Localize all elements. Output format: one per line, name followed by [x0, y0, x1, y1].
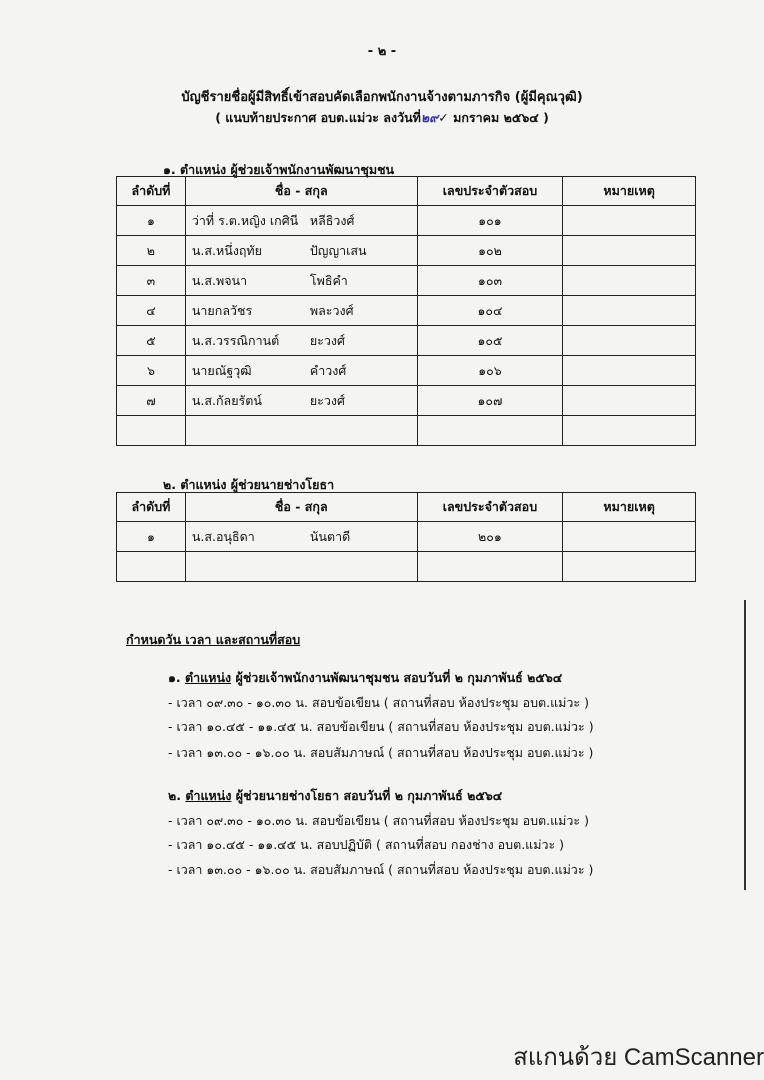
col-header-exam-id: เลขประจำตัวสอบ [417, 493, 563, 522]
row-name [185, 522, 417, 552]
row-number: ๒ [117, 236, 186, 266]
position1-heading: ๑. ตำแหน่ง ผู้ช่วยเจ้าพนักงานพัฒนาชุมชน [163, 162, 395, 177]
row-name [185, 206, 417, 236]
col-header-name: ชื่อ - สกุล [185, 177, 417, 206]
first-name: นายณัฐวุฒิ [191, 362, 252, 378]
schedule-item: - เวลา ๑๐.๔๕ - ๑๑.๔๕ น. สอบข้อเขียน ( สถานที่สอบ ห้องประชุม อบต.แม่วะ ) [168, 719, 594, 734]
col-header-no: ลำดับที่ [117, 177, 186, 206]
first-name: น.ส.อนุธิดา [191, 528, 255, 544]
first-name: นายกลวัชร [191, 302, 253, 318]
row-exam-id: ๑๐๖ [417, 356, 563, 386]
first-name: น.ส.พจนา [191, 272, 248, 288]
row-exam-id: ๑๐๓ [417, 266, 563, 296]
scan-edge-line [744, 600, 746, 890]
schedule-item: - เวลา ๐๙.๓๐ - ๑๐.๓๐ น. สอบข้อเขียน ( สถานที่สอบ ห้องประชุม อบต.แม่วะ ) [168, 695, 589, 710]
row-exam-id: ๑๐๑ [417, 206, 563, 236]
schedule-group-1-title [168, 668, 562, 688]
position1-table [116, 176, 696, 446]
row-note [563, 266, 696, 296]
document-title: บัญชีรายชื่อผู้มีสิทธิ์เข้าสอบคัดเลือกพนักงานจ้างตามภารกิจ (ผู้มีคุณวุฒิ) [181, 90, 583, 105]
first-name: น.ส.หนึ่งฤทัย [191, 242, 263, 258]
row-number: ๑ [117, 522, 186, 552]
table-row [117, 386, 696, 416]
row-note [563, 522, 696, 552]
row-note [563, 296, 696, 326]
last-name: คำวงศ์ [309, 362, 347, 378]
table-row [117, 206, 696, 236]
group-title: ผู้ช่วยเจ้าพนักงานพัฒนาชุมชน สอบวันที่ ๒ กุมภาพันธ์ ๒๕๖๔ [231, 670, 563, 685]
col-header-name: ชื่อ - สกุล [185, 493, 417, 522]
group-number: ๒. [168, 788, 181, 803]
row-number: ๓ [117, 266, 186, 296]
group-label: ตำแหน่ง [185, 670, 232, 685]
schedule-item: - เวลา ๑๓.๐๐ - ๑๖.๐๐ น. สอบสัมภาษณ์ ( สถานที่สอบ ห้องประชุม อบต.แม่วะ ) [168, 862, 594, 877]
schedule-heading: กำหนดวัน เวลา และสถานที่สอบ [126, 632, 301, 647]
row-name [185, 296, 417, 326]
table-row [117, 326, 696, 356]
handwritten-day: ๒๙ [420, 110, 439, 125]
page-number: - ๒ - [367, 44, 397, 59]
row-exam-id: ๑๐๕ [417, 326, 563, 356]
first-name: น.ส.วรรณิกานต์ [191, 332, 280, 348]
table-row [117, 296, 696, 326]
subtitle-after: มกราคม ๒๕๖๔ ) [453, 110, 549, 125]
group-title: ผู้ช่วยนายช่างโยธา สอบวันที่ ๒ กุมภาพันธ์ ๒๕๖๔ [231, 788, 503, 803]
group-number: ๑. [168, 670, 181, 685]
schedule-item: - เวลา ๐๙.๓๐ - ๑๐.๓๐ น. สอบข้อเขียน ( สถานที่สอบ ห้องประชุม อบต.แม่วะ ) [168, 813, 589, 828]
last-name: นันตาดี [309, 528, 351, 544]
scanner-watermark: สแกนด้วย CamScanner [513, 1044, 764, 1071]
row-exam-id: ๒๐๑ [417, 522, 563, 552]
col-header-note: หมายเหตุ [563, 177, 696, 206]
row-number: ๔ [117, 296, 186, 326]
col-header-note: หมายเหตุ [563, 493, 696, 522]
document-subtitle: ( แนบท้ายประกาศ อบต.แม่วะ ลงวันที่๒๙✓ มกราคม ๒๕๖๔ ) [215, 110, 549, 125]
last-name: ปัญญาเสน [309, 242, 367, 258]
table-row [117, 356, 696, 386]
first-name: น.ส.กัลยรัตน์ [191, 392, 262, 408]
row-number: ๖ [117, 356, 186, 386]
table-row [117, 552, 696, 582]
row-name [185, 552, 417, 582]
last-name: ยะวงศ์ [309, 332, 345, 348]
row-number [117, 552, 186, 582]
row-note [563, 356, 696, 386]
table-header-row [117, 493, 696, 522]
row-exam-id: ๑๐๗ [417, 386, 563, 416]
row-exam-id: ๑๐๒ [417, 236, 563, 266]
table-row [117, 522, 696, 552]
table-row [117, 416, 696, 446]
row-name [185, 416, 417, 446]
row-note [563, 236, 696, 266]
last-name: พละวงศ์ [309, 302, 354, 318]
position2-table [116, 492, 696, 582]
table-header-row [117, 177, 696, 206]
row-note [563, 416, 696, 446]
last-name: หลีธิวงศ์ [309, 212, 355, 228]
row-name [185, 386, 417, 416]
row-name [185, 356, 417, 386]
col-header-no: ลำดับที่ [117, 493, 186, 522]
schedule-item: - เวลา ๑๐.๔๕ - ๑๑.๔๕ น. สอบปฏิบัติ ( สถานที่สอบ กองช่าง อบต.แม่วะ ) [168, 837, 565, 852]
row-note [563, 552, 696, 582]
row-note [563, 386, 696, 416]
schedule-group-2-title [168, 786, 502, 806]
col-header-exam-id: เลขประจำตัวสอบ [417, 177, 563, 206]
row-name [185, 236, 417, 266]
row-name [185, 266, 417, 296]
row-note [563, 326, 696, 356]
row-number: ๕ [117, 326, 186, 356]
row-exam-id [417, 552, 563, 582]
schedule-item: - เวลา ๑๓.๐๐ - ๑๖.๐๐ น. สอบสัมภาษณ์ ( สถานที่สอบ ห้องประชุม อบต.แม่วะ ) [168, 745, 594, 760]
last-name: ยะวงศ์ [309, 392, 345, 408]
row-exam-id [417, 416, 563, 446]
row-note [563, 206, 696, 236]
first-name: ว่าที่ ร.ต.หญิง เกศินี [191, 212, 299, 228]
position2-heading: ๒. ตำแหน่ง ผู้ช่วยนายช่างโยธา [163, 477, 335, 492]
last-name: โพธิคำ [309, 272, 348, 288]
row-exam-id: ๑๐๔ [417, 296, 563, 326]
subtitle-before: ( แนบท้ายประกาศ อบต.แม่วะ ลงวันที่ [215, 110, 421, 125]
row-number [117, 416, 186, 446]
table-row [117, 236, 696, 266]
row-number: ๗ [117, 386, 186, 416]
group-label: ตำแหน่ง [185, 788, 232, 803]
table-row [117, 266, 696, 296]
row-name [185, 326, 417, 356]
row-number: ๑ [117, 206, 186, 236]
